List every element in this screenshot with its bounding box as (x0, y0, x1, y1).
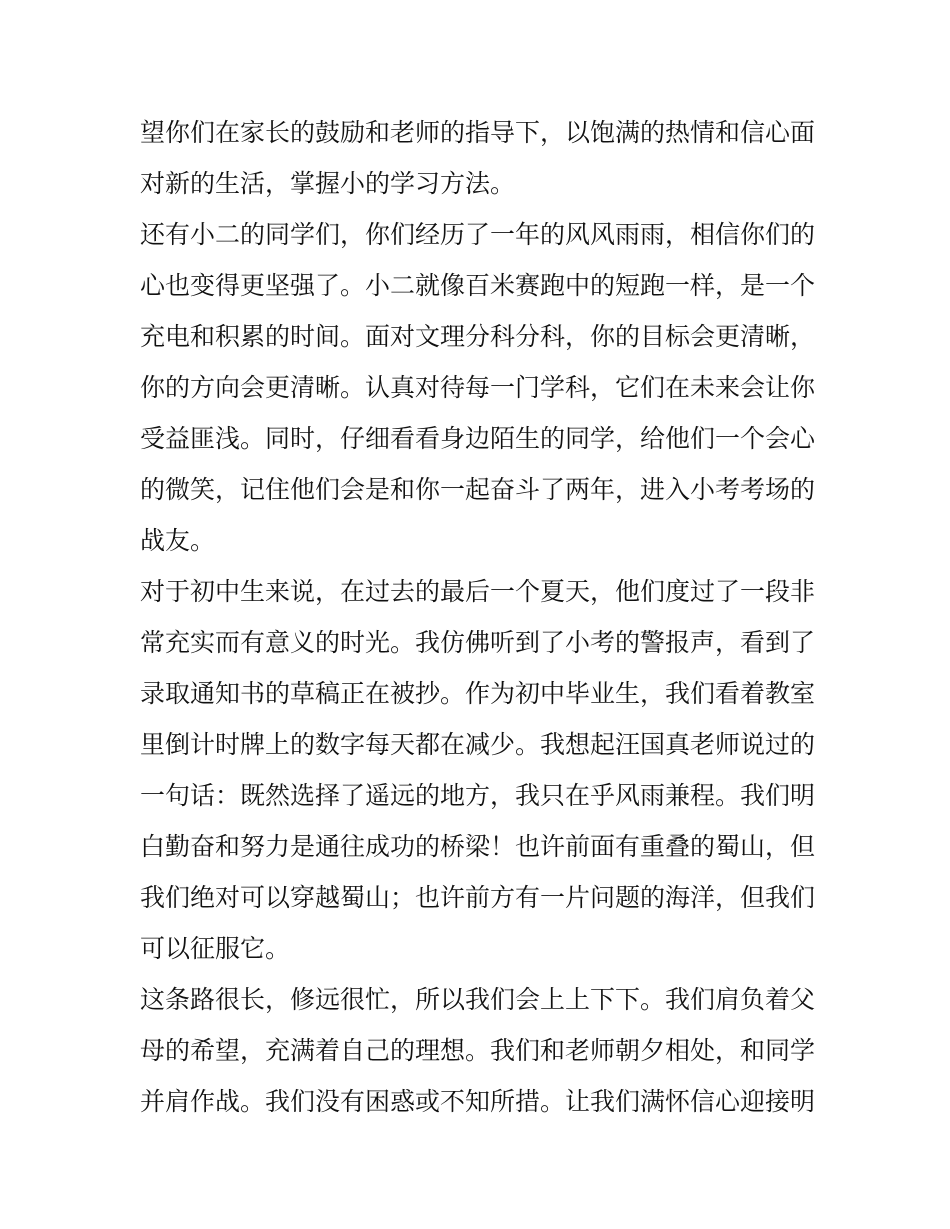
text-line: 你的方向会更清晰。认真对待每一门学科，它们在未来会让你 (140, 373, 816, 402)
text-line: 常充实而有意义的时光。我仿佛听到了小考的警报声，看到了 (140, 628, 816, 657)
text-line: 母的希望，充满着自己的理想。我们和老师朝夕相处，和同学 (140, 1036, 816, 1065)
text-line: 的微笑，记住他们会是和你一起奋斗了两年，进入小考考场的 (140, 475, 816, 504)
text-line: 我们绝对可以穿越蜀山；也许前方有一片问题的海洋，但我们 (140, 883, 816, 912)
body-text (140, 107, 820, 1127)
text-line: 受益匪浅。同时，仔细看看身边陌生的同学，给他们一个会心 (140, 424, 816, 453)
text-line: 里倒计时牌上的数字每天都在减少。我想起汪国真老师说过的 (140, 730, 816, 759)
text-line: 心也变得更坚强了。小二就像百米赛跑中的短跑一样，是一个 (140, 271, 816, 300)
text-line: 还有小二的同学们，你们经历了一年的风风雨雨，相信你们的 (140, 220, 816, 249)
text-line: 战友。 (140, 526, 216, 555)
text-line: 对于初中生来说，在过去的最后一个夏天，他们度过了一段非 (140, 577, 816, 606)
text-line: 录取通知书的草稿正在被抄。作为初中毕业生，我们看着教室 (140, 679, 816, 708)
text-line: 并肩作战。我们没有困惑或不知所措。让我们满怀信心迎接明 (140, 1087, 816, 1116)
text-line: 白勤奋和努力是通往成功的桥梁！也许前面有重叠的蜀山，但 (140, 832, 816, 861)
text-line: 对新的生活，掌握小的学习方法。 (140, 169, 516, 198)
text-line: 可以征服它。 (140, 934, 291, 963)
text-line: 一句话：既然选择了遥远的地方，我只在乎风雨兼程。我们明 (140, 781, 816, 810)
text-line: 这条路很长，修远很忙，所以我们会上上下下。我们肩负着父 (140, 985, 816, 1014)
text-line: 望你们在家长的鼓励和老师的指导下，以饱满的热情和信心面 (140, 118, 816, 147)
text-line: 充电和积累的时间。面对文理分科分科，你的目标会更清晰， (140, 322, 816, 351)
